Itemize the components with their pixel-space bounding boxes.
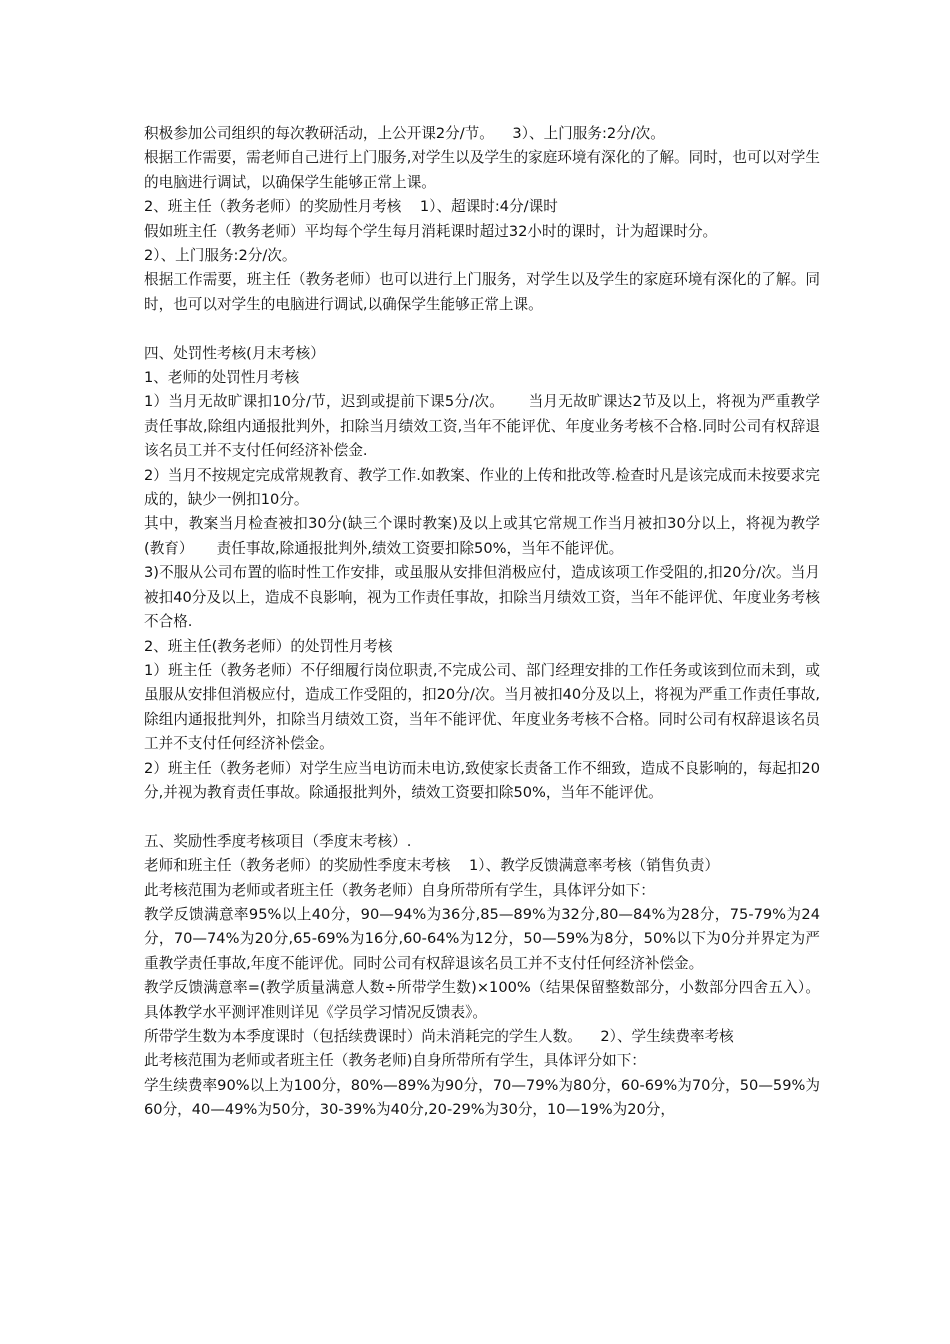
paragraph-3: 2、班主任（教务老师）的奖励性月考核 1）、超课时:4分/课时 [144,198,558,216]
paragraph-2: 根据工作需要，需老师自己进行上门服务,对学生以及学生的家庭环境有深化的了解。同时，也可以对学生的电脑进行调试，以确保学生能够正常上课。 [144,149,820,191]
paragraph-5: 2）、上门服务:2分/次。 [144,247,297,265]
paragraph-1: 积极参加公司组织的每次教研活动，上公开课2分/节。 3）、上门服务:2分/次。 [144,125,665,142]
paragraph-19: 此考核范围为老师或者班主任（教务老师）自身所带所有学生，具体评分如下： [144,881,655,899]
blank-line [144,805,820,829]
paragraph-23: 此考核范围为老师或者班主任（教务老师)自身所带所有学生，具体评分如下： [144,1052,646,1070]
blank-line [144,317,820,341]
paragraph-4: 假如班主任（教务老师）平均每个学生每月消耗课时超过32小时的课时，计为超课时分。 [144,222,718,240]
paragraph-11: 其中，教案当月检查被扣30分(缺三个课时教案)及以上或其它常规工作当月被扣30分以上，将视为教学(教育） 责任事故,除通报批判外,绩效工资要扣除50%，当年不能评优。 [144,515,820,557]
paragraph-21: 教学反馈满意率=(教学质量满意人数÷所带学生数)×100%（结果保留整数部分，小数部分四舍五入）。具体教学水平测评准则详见《学员学习情况反馈表》。 [144,979,820,1021]
document-body [144,122,820,1123]
paragraph-12: 3)不服从公司布置的临时性工作安排，或虽服从安排但消极应付，造成该项工作受阻的,扣20分/次。当月被扣40分及以上，造成不良影响，视为工作责任事故，扣除当月绩效工资，当年不能评优、年度业务考核不合格. [144,564,820,631]
paragraph-20: 教学反馈满意率95%以上40分，90—94%为36分,85—89%为32分,80—84%为28分，75-79%为24分，70—74%为20分,65-69%为16分,60-64%为12分，50—59%为8分，50%以下为0分并界定为严重教学责任事故,年度不能评优。同时公司有权辞退该名员工并不支付任何经济补偿金。 [144,905,820,972]
paragraph-22: 所带学生数为本季度课时（包括续费课时）尚未消耗完的学生人数。 2）、学生续费率考核 [144,1028,734,1045]
paragraph-6: 根据工作需要，班主任（教务老师）也可以进行上门服务，对学生以及学生的家庭环境有深化的了解。同时，也可以对学生的电脑进行调试,以确保学生能够正常上课。 [144,271,820,313]
section-heading-4: 四、处罚性考核(月末考核） [144,344,325,362]
subheading-head-teacher-penalty: 2、班主任(教务老师）的处罚性月考核 [144,637,393,655]
paragraph-9: 1）当月无故旷课扣10分/节，迟到或提前下课5分/次。 当月无故旷课达2节及以上，将视为严重教学责任事故,除组内通报批判外，扣除当月绩效工资,当年不能评优、年度业务考核不合格.同时公司有权辞退该名员工并不支付任何经济补偿金. [144,393,820,460]
paragraph-24: 学生续费率90%以上为100分，80%—89%为90分，70—79%为80分，60-69%为70分，50—59%为60分，40—49%为50分，30-39%为40分,20-29%为30分，10—19%为20分， [144,1076,820,1119]
paragraph-14: 1）班主任（教务老师）不仔细履行岗位职责,不完成公司、部门经理安排的工作任务或该到位而未到，或虽服从安排但消极应付，造成工作受阻的，扣20分/次。当月被扣40分及以上，将视为严重工作责任事故,除组内通报批判外，扣除当月绩效工资，当年不能评优、年度业务考核不合格。同时公司有权辞退该名员工并不支付任何经济补偿金。 [144,661,820,753]
paragraph-10: 2）当月不按规定完成常规教育、教学工作.如教案、作业的上传和批改等.检查时凡是该完成而未按要求完成的，缺少一例扣10分。 [144,466,820,509]
paragraph-18: 老师和班主任（教务老师）的奖励性季度末考核 1）、教学反馈满意率考核（销售负责） [144,857,720,875]
paragraph-15: 2）班主任（教务老师）对学生应当电访而未电访,致使家长责备工作不细致，造成不良影响的，每起扣20分,并视为教育责任事故。除通报批判外，绩效工资要扣除50%，当年不能评优。 [144,759,820,801]
section-heading-5: 五、奖励性季度考核项目（季度末考核）. [144,832,412,850]
subheading-teacher-penalty: 1、老师的处罚性月考核 [144,369,300,387]
